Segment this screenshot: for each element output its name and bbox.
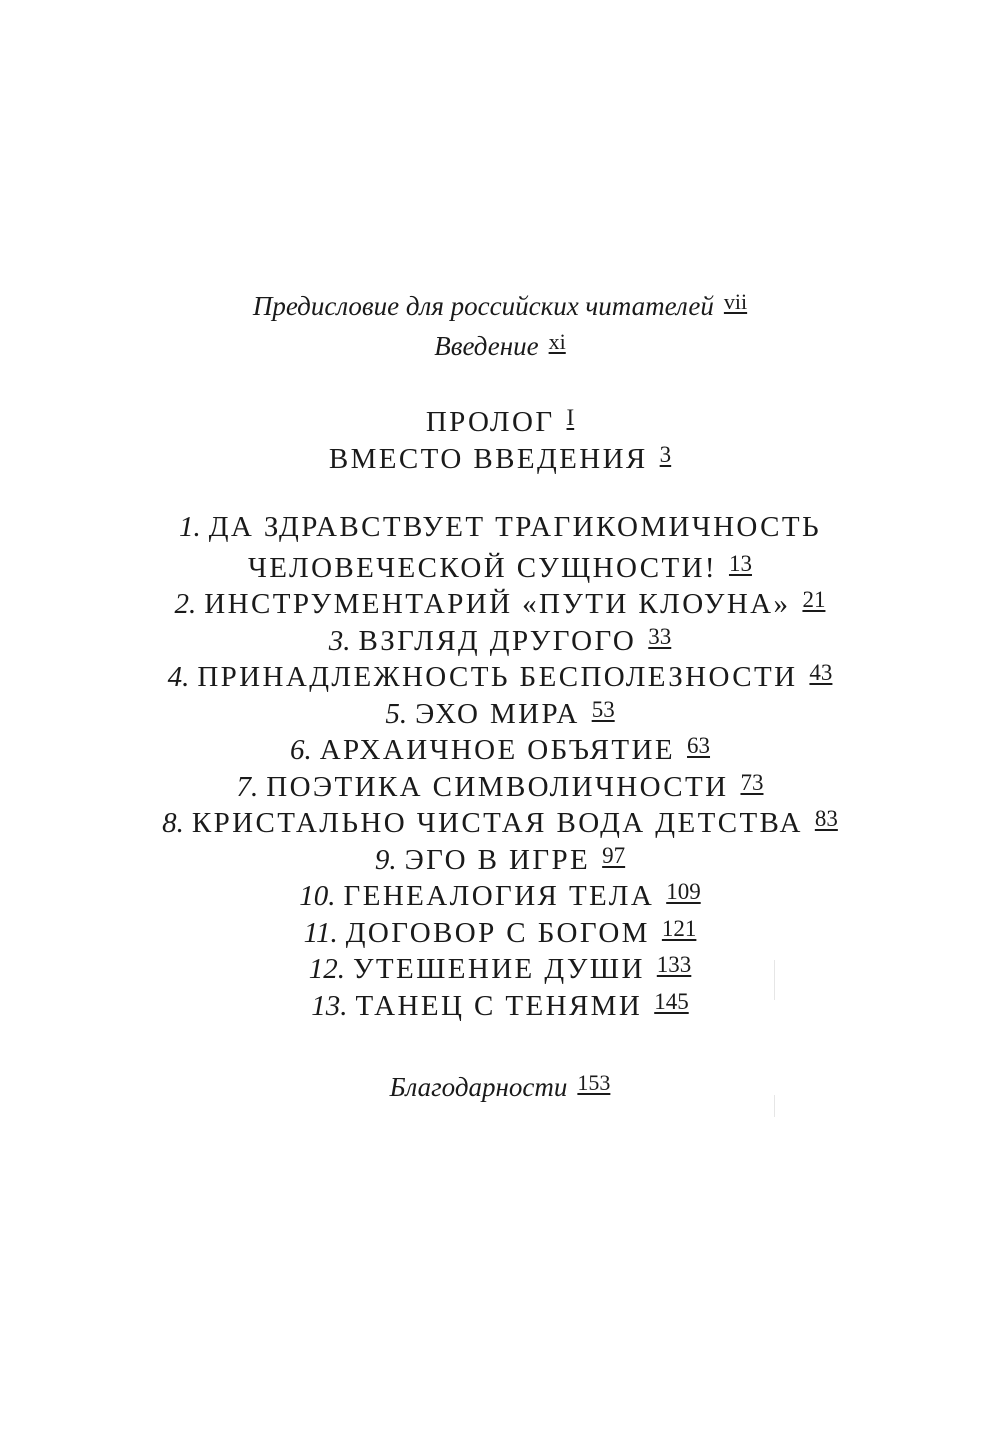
entry-title: Благодарности — [389, 1072, 568, 1102]
chapter-number: 2. — [174, 588, 197, 620]
chapter-number: 7. — [236, 770, 259, 803]
chapter-number: 11. — [303, 916, 338, 949]
page-number: 53 — [591, 696, 615, 722]
chapters-section — [0, 509, 1000, 1020]
entry-title: ВМЕСТО ВВЕДЕНИЯ — [328, 442, 648, 475]
toc-entry-chapter-7[interactable] — [0, 765, 1000, 802]
entry-title: АРХАИЧНОЕ ОБЪЯТИЕ — [319, 734, 676, 766]
page-number: 83 — [814, 806, 838, 831]
toc-entry-chapter-9[interactable] — [0, 838, 1000, 875]
page-number: I — [566, 405, 575, 430]
chapter-number: 4. — [167, 661, 190, 693]
toc-entry-chapter-2[interactable] — [0, 582, 1000, 619]
page-number: 33 — [648, 623, 672, 649]
toc-entry-preface[interactable] — [0, 282, 1000, 322]
entry-title: ВЗГЛЯД ДРУГОГО — [358, 624, 637, 657]
chapter-number: 6. — [289, 734, 312, 766]
toc-entry-chapter-8[interactable] — [0, 801, 1000, 838]
chapter-number: 9. — [374, 843, 397, 876]
chapter-number: 12. — [308, 953, 345, 985]
page-number: 109 — [666, 879, 701, 904]
toc-entry-chapter-5[interactable] — [0, 692, 1000, 729]
entry-title: ГЕНЕАЛОГИЯ ТЕЛА — [343, 880, 655, 912]
chapter-number: 1. — [178, 511, 201, 543]
entry-title: ДОГОВОР С БОГОМ — [345, 916, 650, 949]
front-matter-section — [0, 282, 1000, 362]
toc-entry-chapter-1[interactable] — [0, 509, 1000, 546]
entry-title: Предисловие для российских читателей — [252, 291, 714, 321]
toc-entry-acknowledgements[interactable] — [0, 1063, 1000, 1103]
page-number: 3 — [659, 441, 672, 467]
page-number: xi — [548, 329, 566, 354]
page-number: 145 — [654, 988, 689, 1014]
entry-title: ЭХО МИРА — [415, 697, 580, 730]
toc-entry-chapter-11[interactable] — [0, 911, 1000, 948]
page-number: 97 — [602, 842, 626, 868]
toc-entry-chapter-6[interactable] — [0, 728, 1000, 765]
toc-entry-introduction[interactable] — [0, 322, 1000, 362]
toc-entry-chapter-13[interactable] — [0, 984, 1000, 1021]
toc-entry-chapter-3[interactable] — [0, 619, 1000, 656]
entry-title: ДА ЗДРАВСТВУЕТ ТРАГИКОМИЧНОСТЬ — [208, 511, 822, 543]
page-number: 153 — [577, 1070, 611, 1095]
back-matter-section — [0, 1063, 1000, 1103]
page-number: 63 — [687, 733, 711, 758]
chapter-number: 10. — [299, 880, 336, 912]
page-number: 13 — [728, 550, 752, 576]
page-number: 133 — [656, 952, 692, 977]
page-number: 121 — [661, 915, 697, 941]
page-number: vii — [723, 289, 748, 314]
entry-title: ТАНЕЦ С ТЕНЯМИ — [355, 989, 643, 1022]
entry-title: ЭГО В ИГРЕ — [404, 843, 591, 876]
entry-title: Введение — [434, 331, 539, 361]
toc-entry-instead-of-introduction[interactable] — [0, 437, 1000, 474]
prologue-section — [0, 400, 1000, 473]
chapter-number: 8. — [162, 807, 184, 839]
page-number: 73 — [740, 769, 764, 795]
entry-title: ИНСТРУМЕНТАРИЙ «ПУТИ КЛОУНА» — [204, 588, 791, 620]
toc-entry-chapter-10[interactable] — [0, 874, 1000, 911]
entry-title: ПРИНАДЛЕЖНОСТЬ БЕСПОЛЕЗНОСТИ — [197, 661, 798, 693]
toc-entry-chapter-4[interactable] — [0, 655, 1000, 692]
entry-title: ЧЕЛОВЕЧЕСКОЙ СУЩНОСТИ! — [248, 551, 717, 584]
page-number: 43 — [809, 660, 833, 685]
toc-entry-chapter-1-continued[interactable] — [0, 546, 1000, 583]
entry-title: КРИСТАЛЬНО ЧИСТАЯ ВОДА ДЕТСТВА — [191, 807, 803, 839]
chapter-number: 5. — [385, 697, 408, 730]
toc-entry-prologue[interactable] — [0, 400, 1000, 437]
chapter-number: 13. — [311, 989, 348, 1022]
entry-title: ПОЭТИКА СИМВОЛИЧНОСТИ — [266, 770, 729, 803]
page-number: 21 — [802, 587, 826, 612]
entry-title: УТЕШЕНИЕ ДУШИ — [352, 953, 645, 985]
chapter-number: 3. — [328, 624, 351, 657]
entry-title: ПРОЛОГ — [425, 406, 555, 438]
toc-entry-chapter-12[interactable] — [0, 947, 1000, 984]
